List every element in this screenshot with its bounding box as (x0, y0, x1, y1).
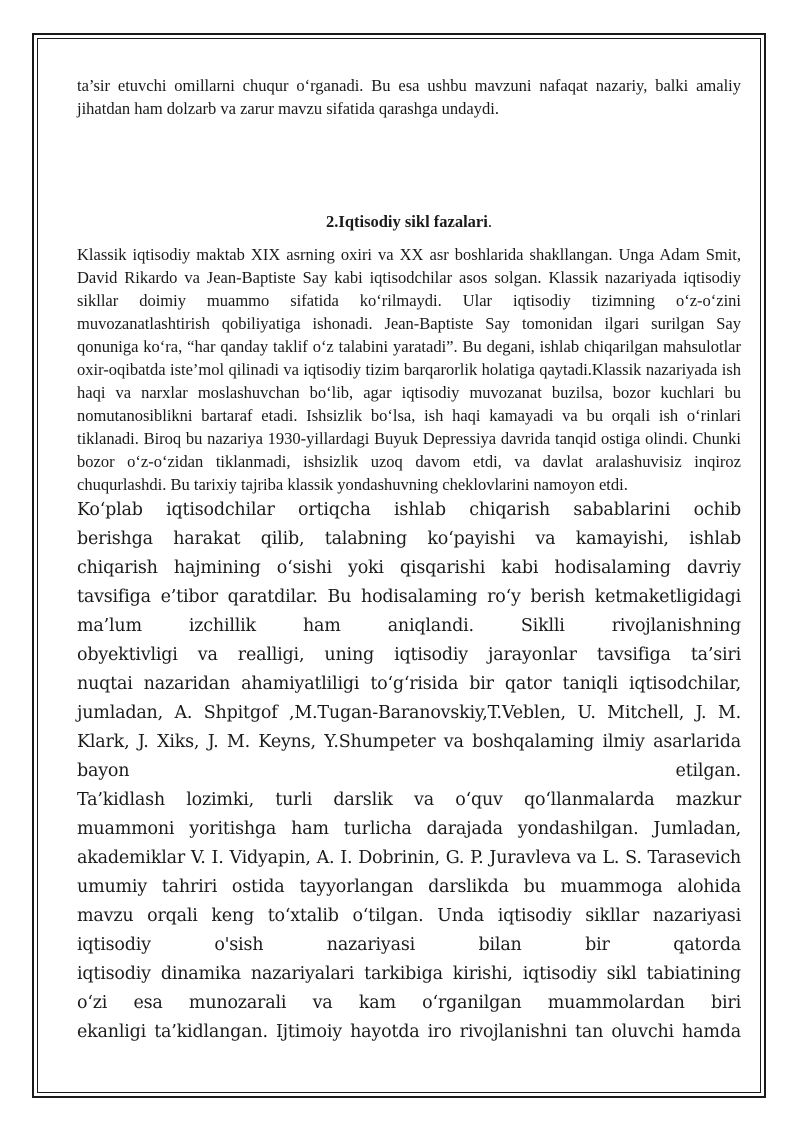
text-line: bayon etilgan. (77, 761, 741, 781)
paragraph-economists (77, 496, 741, 786)
text-line: Ko‘plab iqtisodchilar ortiqcha ishlab chiqarish sabablarini ochib (77, 500, 741, 520)
intro-paragraph: ta’sir etuvchi omillarni chuqur o‘rganadi. Bu esa ushbu mavzuni nafaqat nazariy, balki amaliy jihatdan ham dolzarb va zarur mavzu sifatida qarashga undaydi. (77, 76, 741, 118)
paragraph-classical-school: Klassik iqtisodiy maktab XIX asrning oxiri va XX asr boshlarida shakllangan. Unga Adam Smit, David Rikardo va Jean-Baptiste Say kabi iqtisodchilar asos solgan. Klassik nazariyada iqtisodiy sikllar doimiy muammo sifatida ko‘rilmaydi. Ular iqtisodiy tizimning o‘z-o‘zini muvozanatlashtirish qobiliyatiga ishonadi. Jean-Baptiste Say tomonidan ilgari surilgan Say qonuniga ko‘ra, “har qanday taklif o‘z talabini yaratadi”. Bu degani, ishlab chiqarilgan mahsulotlar oxir-oqibatda iste’mol qilinadi va iqtisodiy tizim barqarorlik holatiga qaytadi.Klassik nazariyada ish haqi va narxlar moslashuvchan bo‘lib, agar iqtisodiy muvozanat buzilsa, bozor kuchlari bu nomutanosiblikni bartaraf etadi. Ishsizlik bo‘lsa, ish haqi kamayadi va bu orqali ish o‘rinlari tiklanadi. Biroq bu nazariya 1930-yillardagi Buyuk Depressiya davrida tanqid ostiga olindi. Chunki bozor o‘z-o‘zidan tiklanmadi, ishsizlik uzoq davom etdi, va davlat aralashuvisiz inqiroz chuqurlashdi. Bu tarixiy tajriba klassik yondashuvning cheklovlarini namoyon etdi. (77, 245, 741, 494)
document-body (77, 74, 741, 1047)
text-line: ekanligi ta’kidlangan. Ijtimoiy hayotda iro rivojlanishni tan oluvchi hamda (77, 1022, 741, 1042)
text-line: Ta’kidlash lozimki, turli darslik va o‘quv qo‘llanmalarda mazkur (77, 790, 741, 810)
text-line: iqtisodiy dinamika nazariyalari tarkibiga kirishi, iqtisodiy sikl tabiatining (77, 964, 741, 984)
text-line: obyektivligi va realligi, uning iqtisodiy jarayonlar tavsifiga ta’siri (77, 645, 741, 665)
section-heading-period: . (487, 212, 492, 231)
text-line: muammoni yoritishga ham turlicha darajada yondashilgan. Jumladan, (77, 819, 741, 839)
text-line: berishga harakat qilib, talabning ko‘payishi va kamayishi, ishlab (77, 529, 741, 549)
section-heading-title: 2.Iqtisodiy sikl fazalari (326, 212, 488, 231)
text-line: chiqarish hajmining o‘sishi yoki qisqarishi kabi hodisalaming davriy (77, 558, 741, 578)
text-line: Klark, J. Xiks, J. M. Keyns, Y.Shumpeter va boshqalaming ilmiy asarlarida (77, 732, 741, 752)
text-line: iqtisodiy o'sish nazariyasi bilan bir qatorda (77, 935, 741, 955)
paragraph-textbooks (77, 786, 741, 1047)
text-line: jumladan, A. Shpitgof ,M.Tugan-Baranovskiy,T.Veblen, U. Mitchell, J. M. (77, 703, 741, 723)
text-line: tavsifiga e’tibor qaratdilar. Bu hodisalaming ro‘y berish ketmaketligidagi (77, 587, 741, 607)
text-line: ma’lum izchillik ham aniqlandi. Siklli rivojlanishning (77, 616, 741, 636)
text-line: umumiy tahriri ostida tayyorlangan darslikda bu muammoga alohida (77, 877, 741, 897)
section-heading (77, 210, 741, 233)
text-line: mavzu orqali keng to‘xtalib o‘tilgan. Unda iqtisodiy sikllar nazariyasi (77, 906, 741, 926)
text-line: akademiklar V. I. Vidyapin, A. I. Dobrinin, G. P. Juravleva va L. S. Tarasevich (77, 848, 741, 868)
text-line: nuqtai nazaridan ahamiyatliligi to‘g‘risida bir qator taniqli iqtisodchilar, (77, 674, 741, 694)
text-line: o‘zi esa munozarali va kam o‘rganilgan muammolardan biri (77, 993, 741, 1013)
